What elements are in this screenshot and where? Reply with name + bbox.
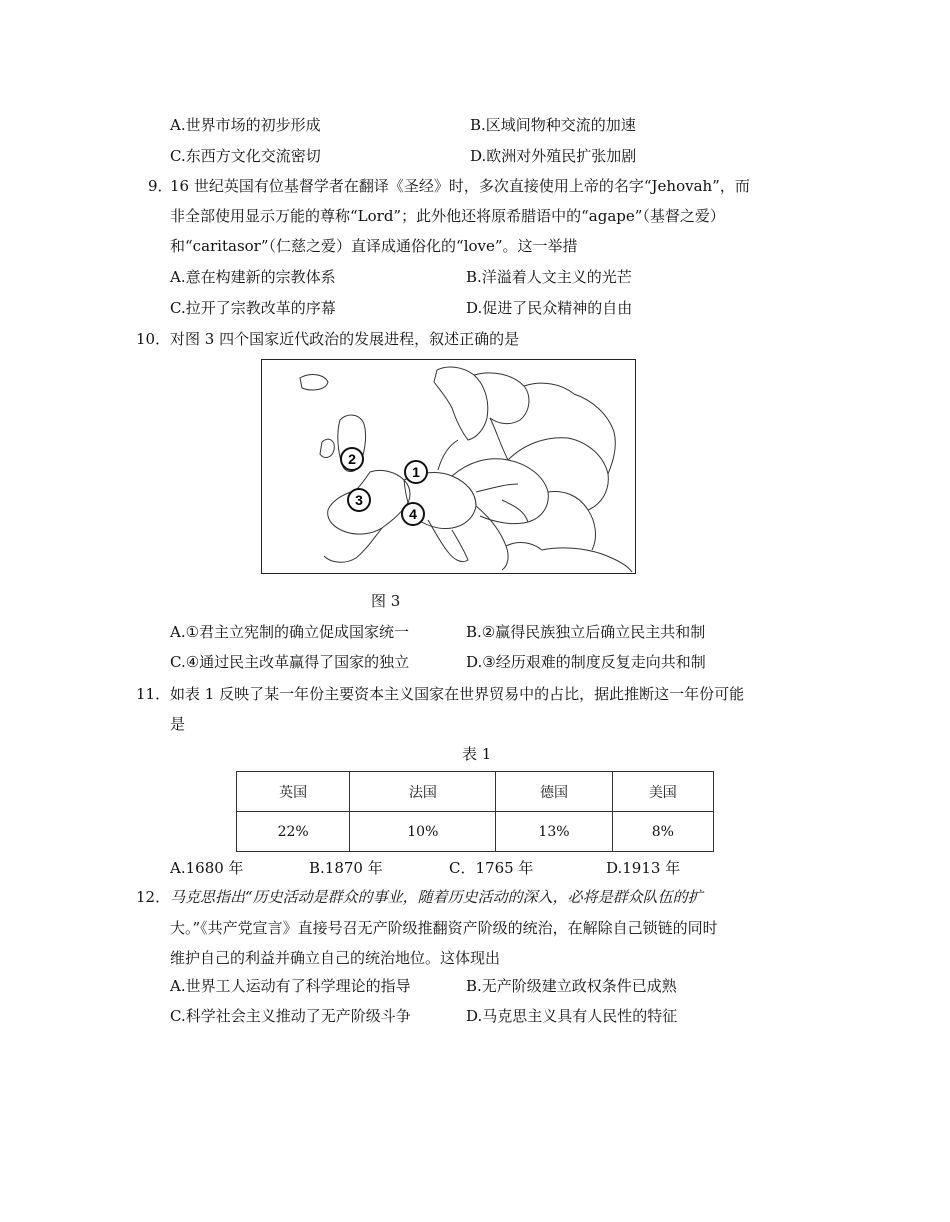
q9-option-a: A.意在构建新的宗教体系 [170,268,336,286]
map-marker-4 [402,503,424,525]
table-header-cell: 法国 [350,772,496,812]
q9-stem-line3: 和“caritasor”（仁慈之爱）直译成通俗化的“love”。这一举措 [170,237,578,255]
table-1-title: 表 1 [462,745,492,763]
table-cell: 8% [612,812,713,852]
table-cell: 10% [350,812,496,852]
q9-option-c: C.拉开了宗教改革的序幕 [170,299,336,317]
q11-option-a: A.1680 年 [170,859,244,877]
q12-stem-line2: 大。”《共产党宣言》直接号召无产阶级推翻资产阶级的统治，在解除自己锁链的同时 [170,919,718,937]
q10-option-d: D.③经历艰难的制度反复走向共和制 [466,653,706,671]
q9-option-b: B.洋溢着人文主义的光芒 [466,268,632,286]
table-cell: 13% [496,812,612,852]
q12-option-d: D.马克思主义具有人民性的特征 [466,1007,678,1025]
table-row [237,812,714,852]
table-header-cell: 美国 [612,772,713,812]
europe-map-drawing [262,360,635,573]
table-header-row [237,772,714,812]
q10-option-c: C.④通过民主改革赢得了国家的独立 [170,653,410,671]
q11-stem-line1: 如表 1 反映了某一年份主要资本主义国家在世界贸易中的占比，据此推断这一年份可能 [170,685,745,703]
q8-option-b: B.区域间物种交流的加速 [470,116,636,134]
map-marker-1 [405,461,427,483]
table-cell: 22% [237,812,350,852]
table-header-cell: 英国 [237,772,350,812]
q12-stem-line1: 马克思指出“历史活动是群众的事业，随着历史活动的深入，必将是群众队伍的扩 [170,888,703,906]
q9-stem-line1: 16 世纪英国有位基督学者在翻译《圣经》时，多次直接使用上帝的名字“Jehovah”，而 [170,177,750,195]
q8-option-d: D.欧洲对外殖民扩张加剧 [470,147,637,165]
q12-option-b: B.无产阶级建立政权条件已成熟 [466,977,677,995]
q12-stem-line3: 维护自己的利益并确立自己的统治地位。这体现出 [170,949,501,967]
q12-option-a: A.世界工人运动有了科学理论的指导 [170,977,411,995]
map-marker-3-label: 3 [355,492,363,508]
q11-stem-line2: 是 [170,715,186,733]
q12-option-c: C.科学社会主义推动了无产阶级斗争 [170,1007,411,1025]
q11-option-d: D.1913 年 [606,859,681,877]
table-header-cell: 德国 [496,772,612,812]
map-marker-4-label: 4 [409,506,417,522]
q10-number: 10． [136,330,171,348]
q12-number: 12． [136,888,171,906]
map-marker-1-label: 1 [412,464,420,480]
map-marker-3 [348,489,370,511]
q9-number: 9． [148,177,173,195]
q10-option-b: B.②赢得民族独立后确立民主共和制 [466,623,706,641]
q8-option-a: A.世界市场的初步形成 [170,116,321,134]
q10-stem-line1: 对图 3 四个国家近代政治的发展进程，叙述正确的是 [170,330,520,348]
q10-option-a: A.①君主立宪制的确立促成国家统一 [170,623,410,641]
trade-share-table [236,771,714,852]
q11-option-c: C．1765 年 [449,859,534,877]
figure-3-caption: 图 3 [371,592,401,610]
map-marker-2 [341,448,363,470]
q11-option-b: B.1870 年 [309,859,383,877]
europe-map [261,359,636,574]
q11-number: 11． [136,685,171,703]
map-marker-2-label: 2 [348,451,356,467]
q9-option-d: D.促进了民众精神的自由 [466,299,633,317]
q8-option-c: C.东西方文化交流密切 [170,147,321,165]
q9-stem-line2: 非全部使用显示万能的尊称“Lord”；此外他还将原希腊语中的“agape”（基督之爱） [170,207,725,225]
